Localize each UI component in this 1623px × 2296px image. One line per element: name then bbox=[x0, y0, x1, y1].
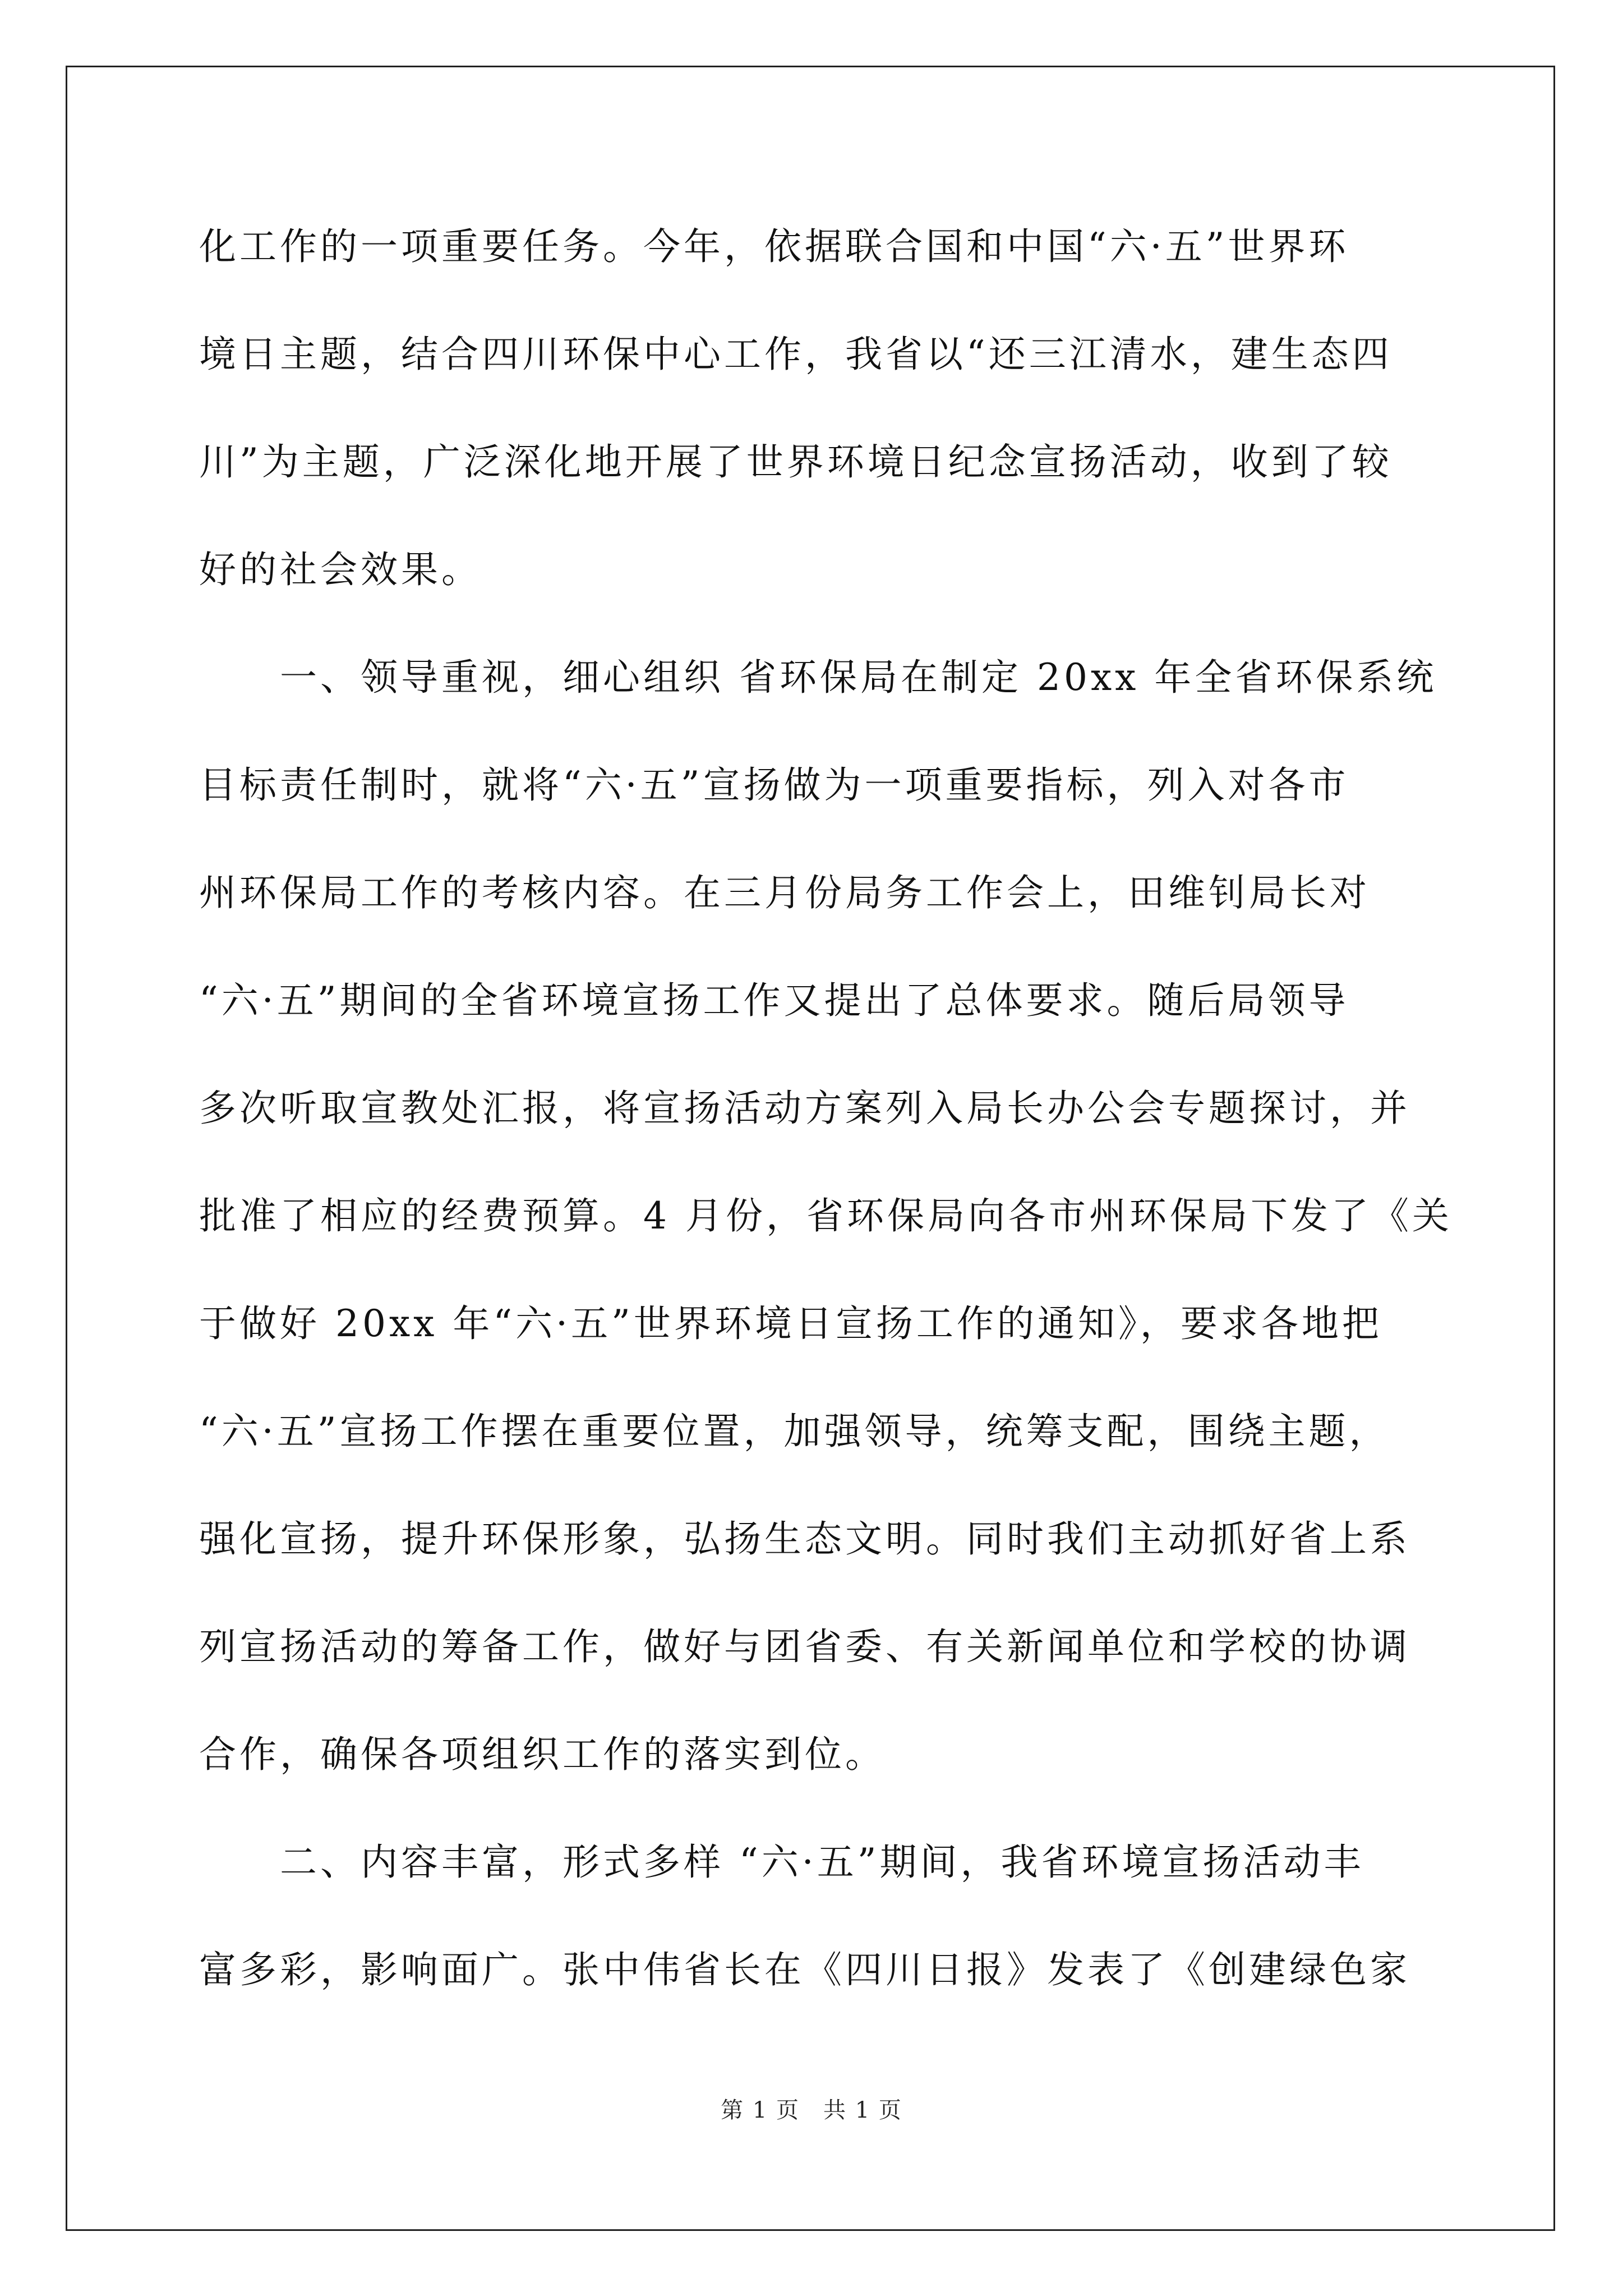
text-line: 列宣扬活动的筹备工作，做好与团省委、有关新闻单位和学校的协调 bbox=[199, 1625, 1410, 1668]
paragraph-section-two bbox=[199, 1835, 1422, 1997]
text-line: 境日主题，结合四川环保中心工作，我省以“还三江清水，建生态四 bbox=[199, 333, 1393, 376]
text-line: 于做好 20xx 年“六·五”世界环境日宣扬工作的通知》，要求各地把 bbox=[199, 1302, 1382, 1345]
text-line: 批准了相应的经费预算。4 月份，省环保局向各市州环保局下发了《关 bbox=[199, 1194, 1453, 1237]
text-line: 目标责任制时，就将“六·五”宣扬做为一项重要指标，列入对各市 bbox=[199, 763, 1349, 807]
text-line: 化工作的一项重要任务。今年，依据联合国和中国“六·五”世界环 bbox=[199, 225, 1349, 268]
page-number-label: 第 1 页 共 1 页 bbox=[721, 2097, 902, 2123]
text-line: 一、领导重视，细心组织 省环保局在制定 20xx 年全省环保系统 bbox=[199, 656, 1437, 699]
text-line: “六·五”宣扬工作摆在重要位置，加强领导，统筹支配，围绕主题， bbox=[199, 1410, 1390, 1453]
text-line: 富多彩，影响面广。张中伟省长在《四川日报》发表了《创建绿色家 bbox=[199, 1948, 1410, 1991]
text-line: 二、内容丰富，形式多样 “六·五”期间，我省环境宣扬活动丰 bbox=[199, 1841, 1364, 1884]
text-line: 强化宣扬，提升环保形象，弘扬生态文明。同时我们主动抓好省上系 bbox=[199, 1517, 1410, 1561]
paragraph-intro bbox=[199, 220, 1422, 597]
text-line: “六·五”期间的全省环境宣扬工作又提出了总体要求。随后局领导 bbox=[199, 979, 1349, 1022]
document-body bbox=[199, 220, 1453, 2051]
text-line: 好的社会效果。 bbox=[199, 548, 482, 591]
text-line: 合作，确保各项组织工作的落实到位。 bbox=[199, 1733, 886, 1776]
text-line: 州环保局工作的考核内容。在三月份局务工作会上，田维钊局长对 bbox=[199, 871, 1370, 914]
text-line: 川”为主题，广泛深化地开展了世界环境日纪念宣扬活动，收到了较 bbox=[199, 440, 1393, 484]
paragraph-section-one bbox=[199, 651, 1453, 1782]
text-line: 多次听取宣教处汇报，将宣扬活动方案列入局长办公会专题探讨，并 bbox=[199, 1087, 1410, 1130]
page-footer bbox=[0, 2092, 1623, 2124]
